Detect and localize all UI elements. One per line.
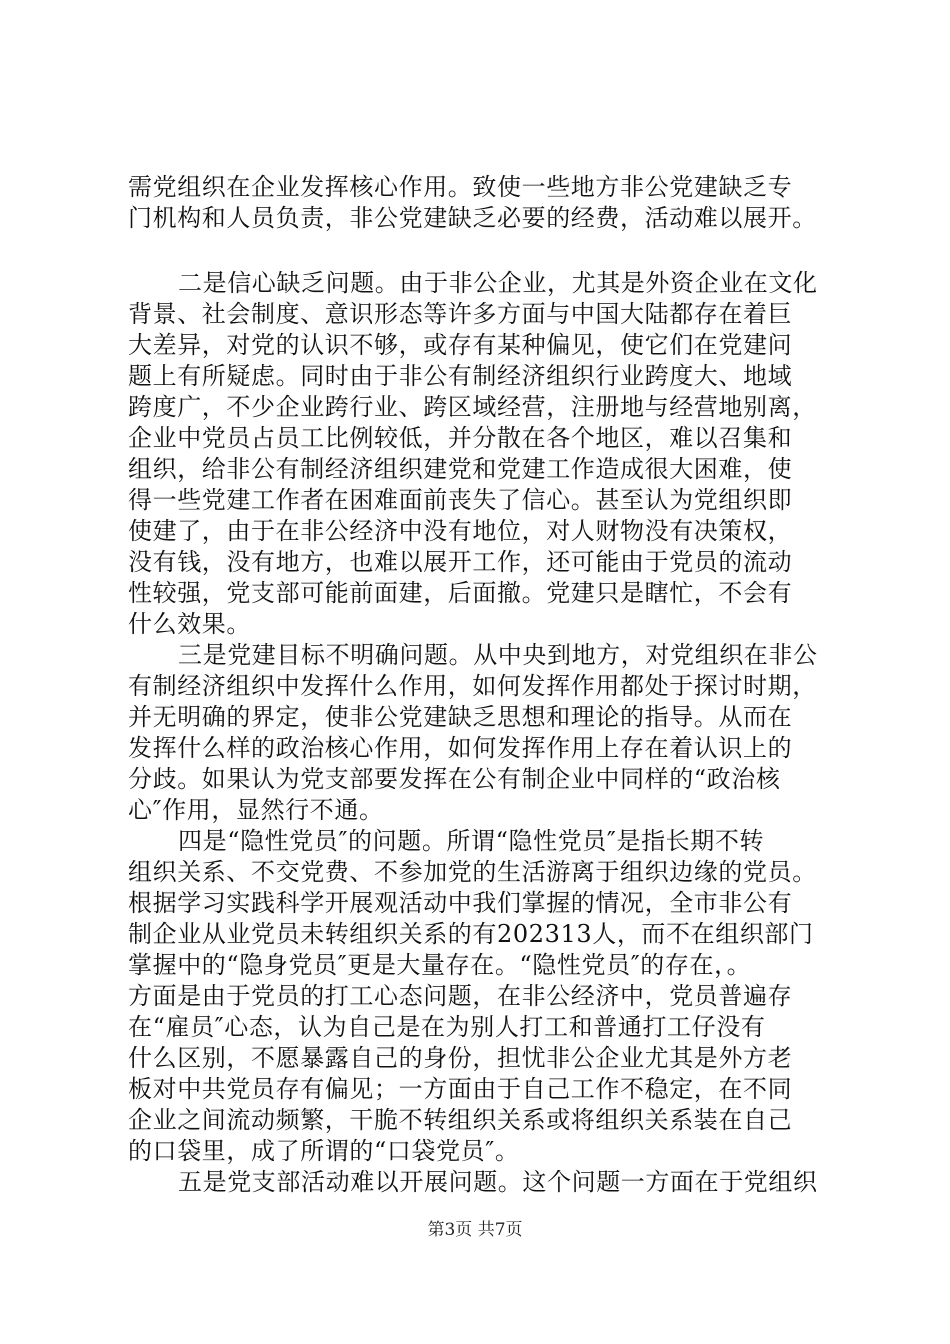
paragraph-hidden-member-problem [128,826,854,1167]
text-line: 五是党支部活动难以开展问题。这个问题一方面在于党组织 [178,1168,818,1196]
text-line: 根据学习实践科学开展观活动中我们掌握的情况，全市非公有 [128,889,793,917]
text-line: 制企业从业党员未转组织关系的有202313人，而不在组织部门 [128,920,814,948]
text-line: 企业之间流动频繁，干脆不转组织关系或将组织关系装在自己 [128,1106,793,1134]
text-line: 需党组织在企业发挥核心作用。致使一些地方非公党建缺乏专 [128,173,793,201]
page-footer [0,1215,950,1240]
text-line: 性较强，党支部可能前面建，后面撤。党建只是瞎忙，不会有 [128,579,793,607]
text-line: 大差异，对党的认识不够，或存有某种偏见，使它们在党建问 [128,331,793,359]
text-line: 跨度广，不少企业跨行业、跨区域经营，注册地与经营地别离， [128,393,817,421]
text-line: 没有钱，没有地方，也难以展开工作，还可能由于党员的流动 [128,548,793,576]
text-line: 什么区别，不愿暴露自己的身份，担忧非公企业尤其是外方老 [128,1044,793,1072]
paragraph-activity-problem [128,1167,854,1198]
page-number-label: 第3页 共7页 [427,1220,523,1240]
main-text [128,268,854,1198]
text-line: 发挥什么样的政治核心作用，如何发挥作用上存在着认识上的 [128,734,793,762]
text-line: 掌握中的“隐身党员″更是大量存在。“隐性党员″的存在，。 [128,951,752,979]
text-line: 门机构和人员负责，非公党建缺乏必要的经费，活动难以展开。 [128,204,817,232]
text-line: 并无明确的界定，使非公党建缺乏思想和理论的指导。从而在 [128,703,793,731]
text-line: 使建了，由于在非公经济中没有地位，对人财物没有决策权， [128,517,793,545]
text-line: 的口袋里，成了所谓的“口袋党员″。 [128,1137,520,1165]
text-line: 方面是由于党员的打工心态问题，在非公经济中，党员普遍存 [128,982,793,1010]
text-line: 背景、社会制度、意识形态等许多方面与中国大陆都存在着巨 [128,300,793,328]
text-line: 题上有所疑虑。同时由于非公有制经济组织行业跨度大、地域 [128,362,793,390]
text-line: 企业中党员占员工比例较低，并分散在各个地区，难以召集和 [128,424,793,452]
text-line: 得一些党建工作者在困难面前丧失了信心。甚至认为党组织即 [128,486,793,514]
text-line: 二是信心缺乏问题。由于非公企业，尤其是外资企业在文化 [178,269,818,297]
top-paragraph [128,172,854,234]
text-line: 分歧。如果认为党支部要发挥在公有制企业中同样的“政治核 [128,765,781,793]
text-line: 四是“隐性党员″的问题。所谓“隐性党员″是指长期不转 [178,827,765,855]
paragraph-confidence-problem [128,268,854,640]
text-line: 在“雇员″心态，认为自己是在为别人打工和普通打工仔没有 [128,1013,766,1041]
text-line: 有制经济组织中发挥什么作用，如何发挥作用都处于探讨时期， [128,672,817,700]
paragraph-continuation [128,172,854,234]
text-line: 三是党建目标不明确问题。从中央到地方，对党组织在非公 [178,641,818,669]
text-line: 什么效果。 [128,610,251,638]
text-line: 组织，给非公有制经济组织建党和党建工作造成很大困难，使 [128,455,793,483]
text-line: 心″作用，显然行不通。 [128,796,384,824]
text-line: 板对中共党员存有偏见；一方面由于自己工作不稳定，在不同 [128,1075,793,1103]
text-line: 组织关系、不交党费、不参加党的生活游离于组织边缘的党员。 [128,858,817,886]
paragraph-goal-problem [128,640,854,826]
